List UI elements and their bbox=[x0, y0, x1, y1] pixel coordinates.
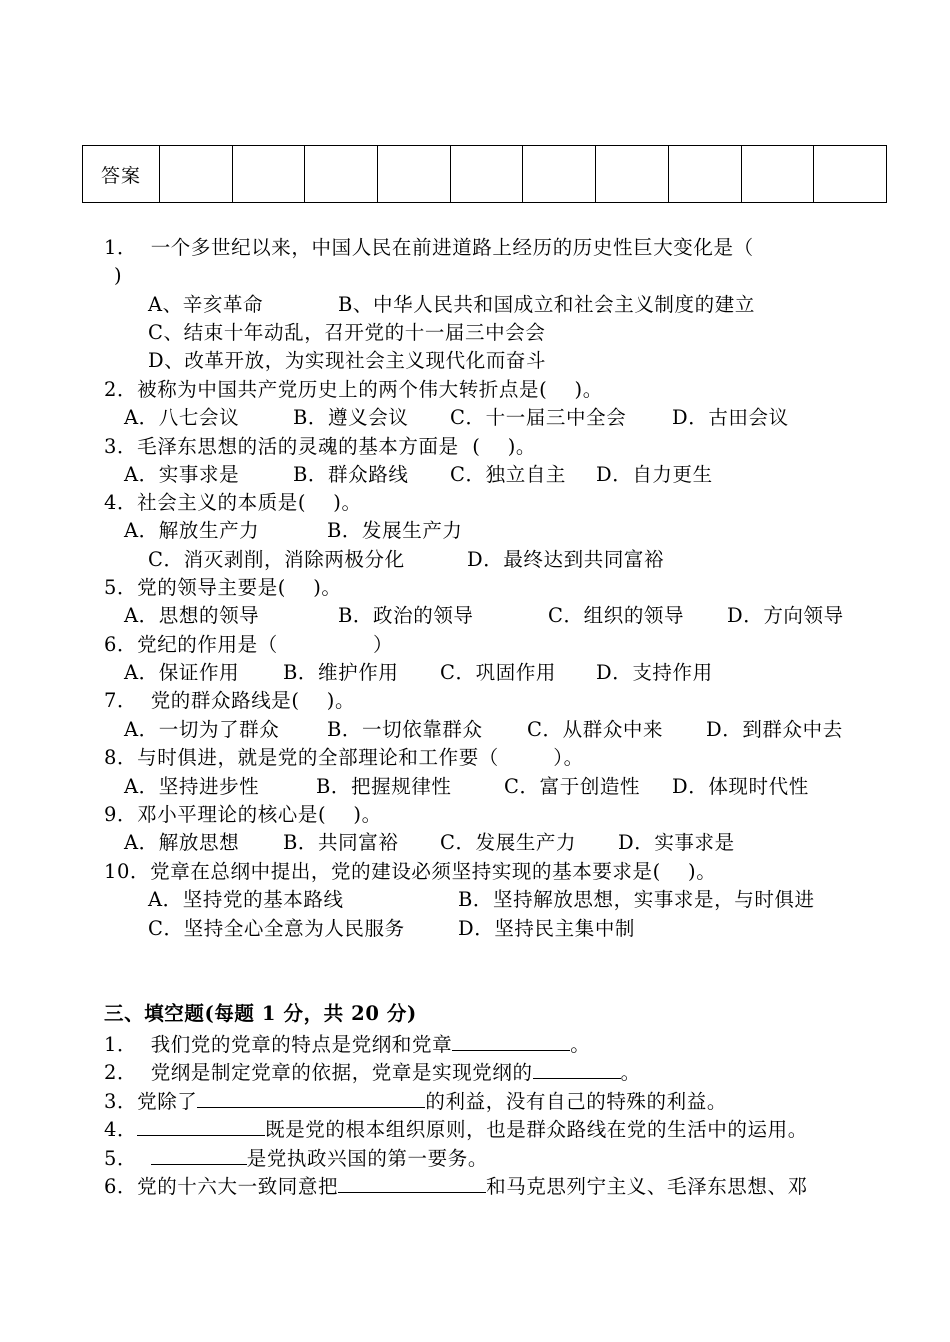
question-2-stem: 2．被称为中国共产党历史上的两个伟大转折点是( )。 bbox=[104, 378, 603, 401]
q1-option-c: C、结束十年动乱，召开党的十一届三中会会 bbox=[148, 321, 546, 344]
q10-option-d: D．坚持民主集中制 bbox=[458, 917, 636, 940]
question-6-stem: 6．党纪的作用是（ ） bbox=[104, 633, 394, 656]
q5-option-c: C．组织的领导 bbox=[548, 604, 685, 627]
fill-item-text: 5． bbox=[104, 1147, 151, 1170]
fill-blank[interactable] bbox=[197, 1087, 425, 1108]
q1-option-a: A、辛亥革命 bbox=[148, 293, 264, 316]
q5-option-d: D．方向领导 bbox=[727, 604, 844, 627]
fill-item-text: 既是党的根本组织原则，也是群众路线在党的生活中的运用。 bbox=[265, 1118, 808, 1141]
fill-item-text: 的利益，没有自己的特殊的利益。 bbox=[425, 1090, 727, 1113]
q3-option-c: C．独立自主 bbox=[450, 463, 567, 486]
q5-option-a: A．思想的领导 bbox=[124, 604, 260, 627]
q9-option-d: D．实事求是 bbox=[618, 831, 735, 854]
q5-option-b: B．政治的领导 bbox=[338, 604, 474, 627]
question-10-stem: 10．党章在总纲中提出，党的建设必须坚持实现的基本要求是( )。 bbox=[104, 860, 717, 883]
q3-option-b: B．群众路线 bbox=[293, 463, 409, 486]
fill-item-6 bbox=[104, 1172, 808, 1200]
q8-option-c: C．富于创造性 bbox=[504, 775, 641, 798]
fill-item-4 bbox=[104, 1115, 808, 1143]
fill-item-2 bbox=[104, 1058, 641, 1086]
fill-item-text: 1． 我们党的党章的特点是党纲和党章 bbox=[104, 1033, 453, 1056]
q2-option-d: D．古田会议 bbox=[672, 406, 789, 429]
answer-cell[interactable] bbox=[378, 146, 451, 203]
question-4-stem: 4．社会主义的本质是( )。 bbox=[104, 491, 362, 514]
answer-cell[interactable] bbox=[160, 146, 233, 203]
q4-option-d: D．最终达到共同富裕 bbox=[467, 548, 665, 571]
question-1-stem-cont: ) bbox=[114, 264, 123, 287]
q8-option-d: D．体现时代性 bbox=[672, 775, 809, 798]
q6-option-c: C．巩固作用 bbox=[440, 661, 557, 684]
fill-blank[interactable] bbox=[151, 1144, 247, 1165]
fill-blank[interactable] bbox=[338, 1172, 486, 1193]
answer-cell[interactable] bbox=[305, 146, 378, 203]
fill-item-1 bbox=[104, 1030, 590, 1058]
q2-option-c: C．十一届三中全会 bbox=[450, 406, 627, 429]
q7-option-b: B．一切依靠群众 bbox=[327, 718, 483, 741]
answer-cell[interactable] bbox=[741, 146, 814, 203]
fill-item-text: 2． 党纲是制定党章的依据，党章是实现党纲的 bbox=[104, 1061, 533, 1084]
answer-cell[interactable] bbox=[668, 146, 741, 203]
q8-option-b: B．把握规律性 bbox=[316, 775, 452, 798]
q4-option-a: A．解放生产力 bbox=[124, 519, 260, 542]
q2-option-b: B．遵义会议 bbox=[293, 406, 409, 429]
question-1-stem: 1． 一个多世纪以来，中国人民在前进道路上经历的历史性巨大变化是（ bbox=[104, 236, 754, 259]
q6-option-d: D．支持作用 bbox=[596, 661, 713, 684]
q6-option-a: A．保证作用 bbox=[124, 661, 240, 684]
fill-item-text: 和马克思列宁主义、毛泽东思想、邓 bbox=[486, 1175, 808, 1198]
q9-option-a: A．解放思想 bbox=[124, 831, 240, 854]
q1-option-b: B、中华人民共和国成立和社会主义制度的建立 bbox=[338, 293, 755, 316]
fill-item-text: 。 bbox=[620, 1061, 641, 1084]
q4-option-b: B．发展生产力 bbox=[327, 519, 463, 542]
answer-cell[interactable] bbox=[450, 146, 523, 203]
fill-blank[interactable] bbox=[533, 1058, 621, 1079]
fill-item-3 bbox=[104, 1087, 727, 1115]
q3-option-d: D．自力更生 bbox=[596, 463, 713, 486]
fill-item-5 bbox=[104, 1144, 488, 1172]
q10-option-c: C．坚持全心全意为人民服务 bbox=[148, 917, 405, 940]
q7-option-c: C．从群众中来 bbox=[527, 718, 664, 741]
fill-item-text: 。 bbox=[570, 1033, 591, 1056]
fill-blank[interactable] bbox=[137, 1115, 265, 1136]
answer-row bbox=[83, 146, 887, 203]
q7-option-d: D．到群众中去 bbox=[706, 718, 843, 741]
question-5-stem: 5．党的领导主要是( )。 bbox=[104, 576, 342, 599]
answer-cell[interactable] bbox=[523, 146, 596, 203]
fill-item-text: 4． bbox=[104, 1118, 138, 1141]
q1-option-d: D、改革开放，为实现社会主义现代化而奋斗 bbox=[148, 349, 547, 372]
answer-cell[interactable] bbox=[814, 146, 887, 203]
fill-item-text: 3．党除了 bbox=[104, 1090, 198, 1113]
fill-blank[interactable] bbox=[452, 1030, 570, 1051]
q8-option-a: A．坚持进步性 bbox=[124, 775, 260, 798]
q6-option-b: B．维护作用 bbox=[283, 661, 399, 684]
question-9-stem: 9．邓小平理论的核心是( )。 bbox=[104, 803, 382, 826]
answer-cell[interactable] bbox=[596, 146, 669, 203]
fill-item-text: 是党执政兴国的第一要务。 bbox=[246, 1147, 488, 1170]
question-8-stem: 8．与时俱进，就是党的全部理论和工作要（ ）。 bbox=[104, 746, 584, 769]
q9-option-c: C．发展生产力 bbox=[440, 831, 577, 854]
q2-option-a: A．八七会议 bbox=[124, 406, 240, 429]
section-3-heading: 三、填空题(每题 1 分，共 20 分) bbox=[104, 1002, 417, 1025]
q9-option-b: B．共同富裕 bbox=[283, 831, 399, 854]
answer-table bbox=[82, 145, 887, 203]
question-7-stem: 7． 党的群众路线是( )。 bbox=[104, 689, 356, 712]
q7-option-a: A．一切为了群众 bbox=[124, 718, 280, 741]
q4-option-c: C．消灭剥削，消除两极分化 bbox=[148, 548, 405, 571]
q3-option-a: A．实事求是 bbox=[124, 463, 240, 486]
answer-cell[interactable] bbox=[232, 146, 305, 203]
q10-option-b: B．坚持解放思想，实事求是，与时俱进 bbox=[458, 888, 815, 911]
answer-label: 答案 bbox=[83, 146, 160, 203]
fill-item-text: 6．党的十六大一致同意把 bbox=[104, 1175, 339, 1198]
question-3-stem: 3．毛泽东思想的活的灵魂的基本方面是 ( )。 bbox=[104, 435, 537, 458]
q10-option-a: A．坚持党的基本路线 bbox=[148, 888, 344, 911]
